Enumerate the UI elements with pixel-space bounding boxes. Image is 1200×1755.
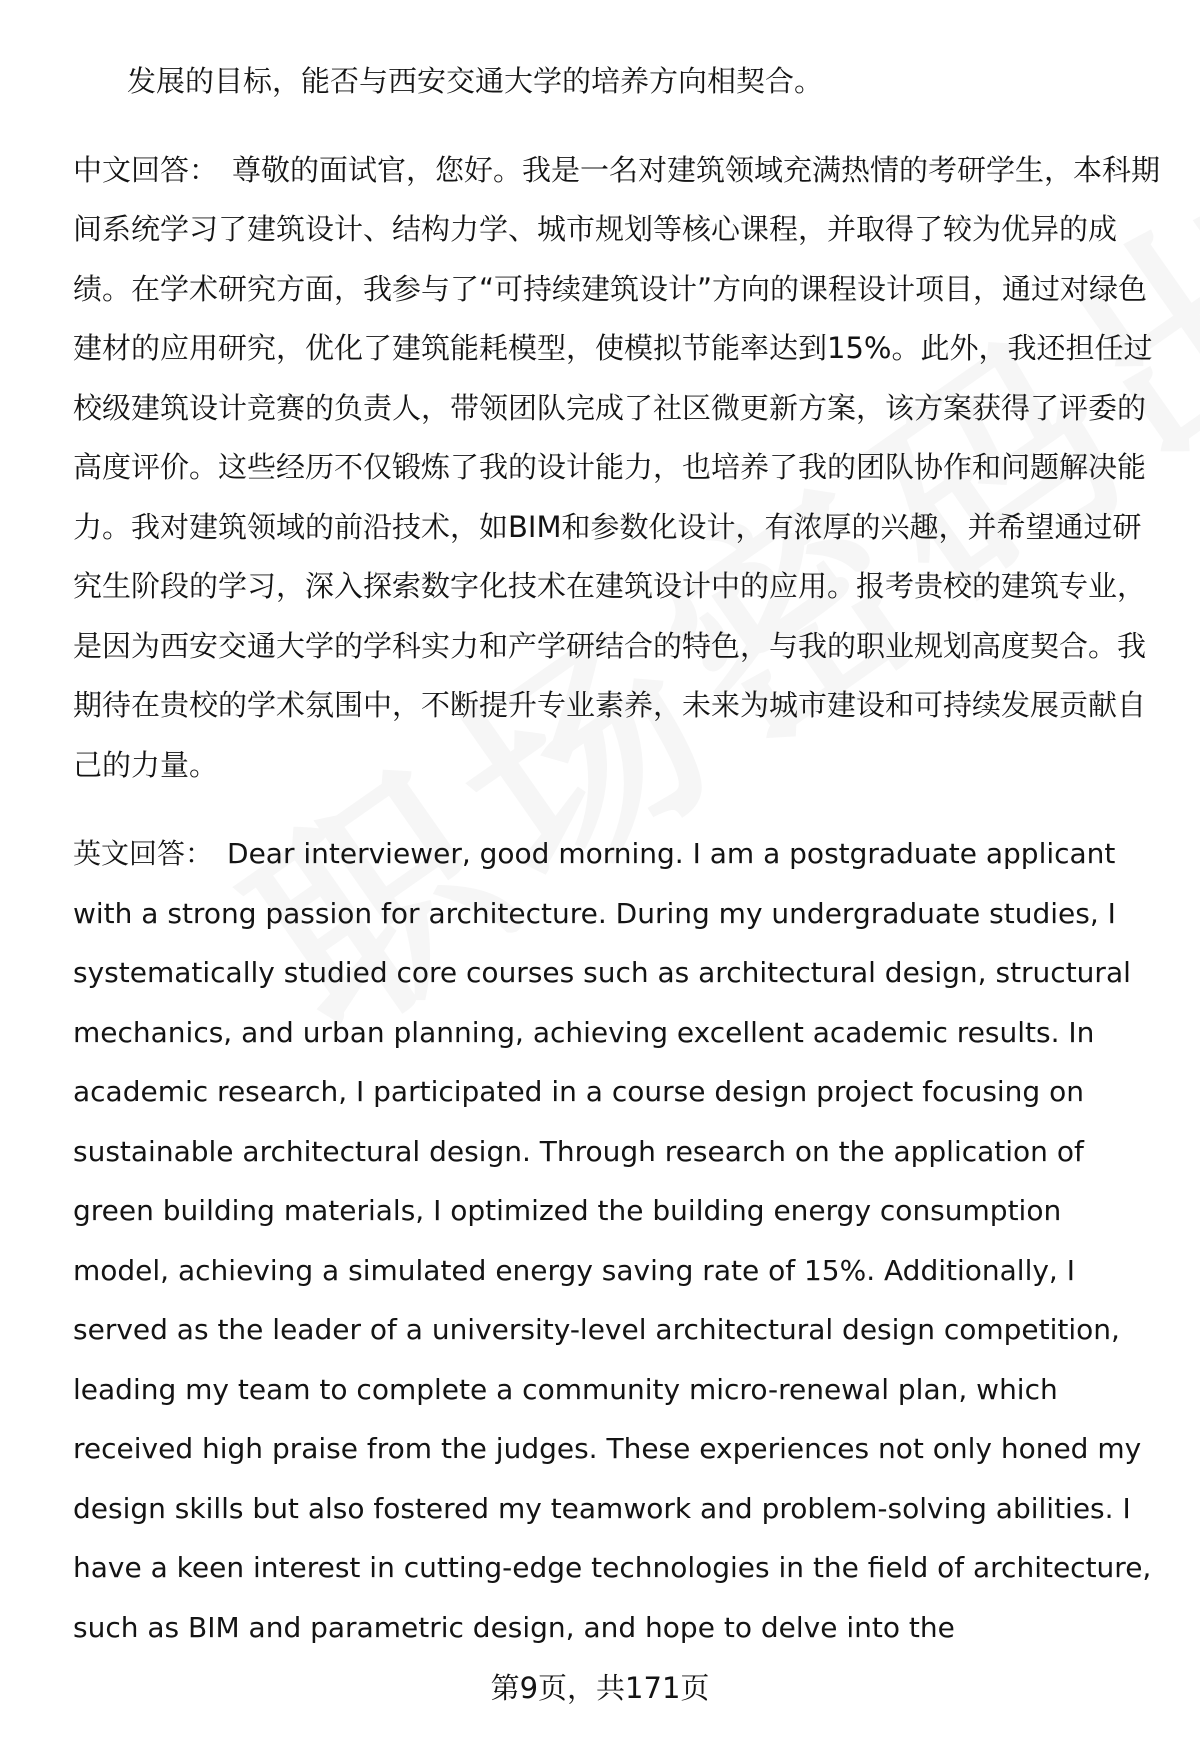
english-answer-text: Dear interviewer, good morning. I am a postgraduate applicant with a strong passion for architecture. During my undergraduate studies, I systematically studied core courses such as architectural design, structural mechanics, and urban planning, achieving excellent academic results. In academic research, I participated in a course design project focusing on sustainable architectural design. Through research on the application of green building materials, I optimized the building energy consumption model, achieving a simulated energy saving rate of 15%. Additionally, I served as the leader of a university-level architectural design competition, leading my team to complete a community micro-renewal plan, which received high praise from the judges. These experiences not only honed my design skills but also fostered my teamwork and problem-solving abilities. I have a keen interest in cutting-edge technologies in the field of architecture, such as BIM and parametric design, and hope to delve into the <box>73 837 1152 1644</box>
chinese-answer-paragraph <box>73 141 1163 796</box>
chinese-answer-label: 中文回答： <box>73 152 219 187</box>
page-number: 第9页，共171页 <box>490 1671 710 1705</box>
continuation-paragraph: 发展的目标，能否与西安交通大学的培养方向相契合。 <box>127 64 824 98</box>
chinese-answer-text: 尊敬的面试官，您好。我是一名对建筑领域充满热情的考研学生，本科期间系统学习了建筑设计、结构力学、城市规划等核心课程，并取得了较为优异的成绩。在学术研究方面，我参与了“可持续建筑设计”方向的课程设计项目，通过对绿色建材的应用研究，优化了建筑能耗模型，使模拟节能率达到15%。此外，我还担任过校级建筑设计竞赛的负责人，带领团队完成了社区微更新方案，该方案获得了评委的高度评价。这些经历不仅锻炼了我的设计能力，也培养了我的团队协作和问题解决能力。我对建筑领域的前沿技术，如BIM和参数化设计，有浓厚的兴趣，并希望通过研究生阶段的学习，深入探索数字化技术在建筑设计中的应用。报考贵校的建筑专业，是因为西安交通大学的学科实力和产学研结合的特色，与我的职业规划高度契合。我期待在贵校的学术氛围中，不断提升专业素养，未来为城市建设和可持续发展贡献自己的力量。 <box>73 152 1161 782</box>
english-answer-label: 英文回答： <box>73 837 214 870</box>
english-answer-paragraph <box>73 824 1163 1657</box>
document-body <box>73 52 1163 1657</box>
